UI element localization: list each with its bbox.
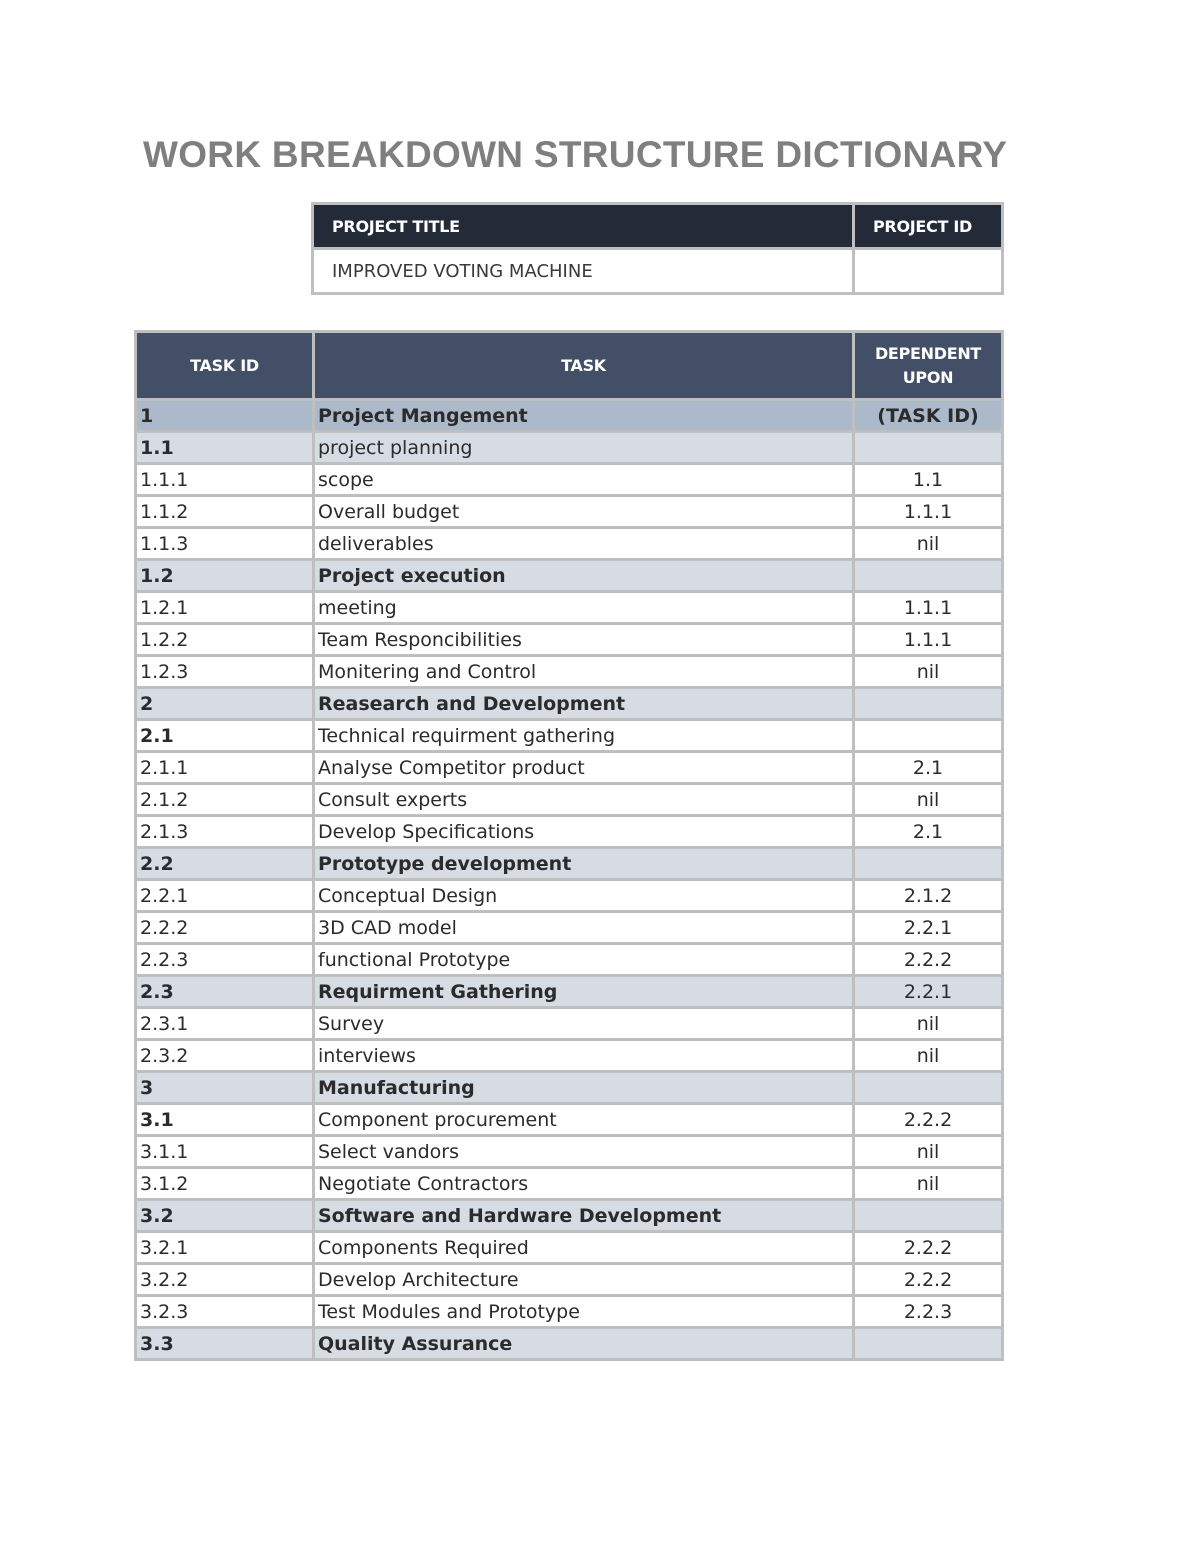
task-name-cell[interactable]: Components Required — [314, 1232, 854, 1264]
dependent-upon-cell[interactable]: nil — [854, 784, 1003, 816]
task-id-cell[interactable]: 2.1 — [136, 720, 314, 752]
task-id-header: TASK ID — [136, 332, 314, 400]
task-name-cell[interactable]: Overall budget — [314, 496, 854, 528]
dependent-upon-cell[interactable] — [854, 432, 1003, 464]
dependent-upon-cell[interactable]: 2.1 — [854, 752, 1003, 784]
dependent-upon-cell[interactable]: 1.1.1 — [854, 624, 1003, 656]
dependent-upon-cell[interactable]: 2.2.3 — [854, 1296, 1003, 1328]
task-name-cell[interactable]: 3D CAD model — [314, 912, 854, 944]
task-id-cell[interactable]: 1.1.1 — [136, 464, 314, 496]
dependent-upon-cell[interactable]: 2.1.2 — [854, 880, 1003, 912]
table-row — [136, 912, 1003, 944]
dependent-upon-cell[interactable]: 2.2.2 — [854, 944, 1003, 976]
table-row — [136, 976, 1003, 1008]
task-name-cell[interactable]: Develop Specifications — [314, 816, 854, 848]
task-id-cell[interactable]: 3.2.2 — [136, 1264, 314, 1296]
dependent-upon-cell[interactable]: nil — [854, 656, 1003, 688]
table-row — [136, 592, 1003, 624]
dependent-upon-cell[interactable]: 1.1.1 — [854, 496, 1003, 528]
task-id-cell[interactable]: 2.1.1 — [136, 752, 314, 784]
dependent-upon-cell[interactable]: nil — [854, 1040, 1003, 1072]
task-name-cell[interactable]: interviews — [314, 1040, 854, 1072]
task-name-cell[interactable]: Manufacturing — [314, 1072, 854, 1104]
task-name-cell[interactable]: Quality Assurance — [314, 1328, 854, 1360]
table-row — [136, 1328, 1003, 1360]
task-id-cell[interactable]: 1.2 — [136, 560, 314, 592]
task-id-cell[interactable]: 1.2.1 — [136, 592, 314, 624]
dependent-upon-cell[interactable] — [854, 1328, 1003, 1360]
table-row — [136, 624, 1003, 656]
dependent-upon-cell[interactable] — [854, 720, 1003, 752]
task-name-cell[interactable]: Conceptual Design — [314, 880, 854, 912]
task-name-cell[interactable]: Monitering and Control — [314, 656, 854, 688]
table-row — [136, 496, 1003, 528]
task-id-cell[interactable]: 1.2.2 — [136, 624, 314, 656]
task-name-cell[interactable]: project planning — [314, 432, 854, 464]
task-id-cell[interactable]: 1.1.3 — [136, 528, 314, 560]
table-row — [136, 1296, 1003, 1328]
task-id-cell[interactable]: 2.2.2 — [136, 912, 314, 944]
task-id-cell[interactable]: 3.2.1 — [136, 1232, 314, 1264]
task-id-cell[interactable]: 2.2.1 — [136, 880, 314, 912]
task-id-cell[interactable]: 2.1.3 — [136, 816, 314, 848]
page-title: WORK BREAKDOWN STRUCTURE DICTIONARY — [143, 134, 1008, 175]
task-name-cell[interactable]: Consult experts — [314, 784, 854, 816]
dependent-upon-cell[interactable]: 1.1 — [854, 464, 1003, 496]
dependent-upon-cell[interactable]: (TASK ID) — [854, 400, 1003, 432]
table-row — [136, 1008, 1003, 1040]
table-row — [136, 944, 1003, 976]
task-id-cell[interactable]: 3.1.1 — [136, 1136, 314, 1168]
table-row — [136, 1040, 1003, 1072]
task-id-cell[interactable]: 2.3.2 — [136, 1040, 314, 1072]
table-row — [136, 720, 1003, 752]
table-row — [136, 1200, 1003, 1232]
task-id-cell[interactable]: 3.2.3 — [136, 1296, 314, 1328]
table-row — [136, 400, 1003, 432]
task-name-cell[interactable]: Requirment Gathering — [314, 976, 854, 1008]
task-id-cell[interactable]: 3.1 — [136, 1104, 314, 1136]
dependent-upon-cell[interactable]: 2.2.2 — [854, 1232, 1003, 1264]
task-id-cell[interactable]: 1.2.3 — [136, 656, 314, 688]
task-id-cell[interactable]: 1.1.2 — [136, 496, 314, 528]
task-id-cell[interactable]: 2.1.2 — [136, 784, 314, 816]
table-row — [136, 1232, 1003, 1264]
task-name-cell[interactable]: functional Prototype — [314, 944, 854, 976]
dependent-upon-cell[interactable]: 2.2.2 — [854, 1264, 1003, 1296]
task-name-cell[interactable]: Negotiate Contractors — [314, 1168, 854, 1200]
dependent-upon-cell[interactable]: nil — [854, 1008, 1003, 1040]
dependent-upon-cell[interactable] — [854, 560, 1003, 592]
table-row — [136, 1168, 1003, 1200]
task-id-cell[interactable]: 3.2 — [136, 1200, 314, 1232]
dependent-upon-cell[interactable] — [854, 1072, 1003, 1104]
task-name-cell[interactable]: Project execution — [314, 560, 854, 592]
dependent-upon-cell[interactable]: 2.2.1 — [854, 976, 1003, 1008]
dependent-upon-cell[interactable] — [854, 848, 1003, 880]
dependent-upon-cell[interactable]: 2.2.2 — [854, 1104, 1003, 1136]
table-row — [136, 816, 1003, 848]
task-name-cell[interactable]: Test Modules and Prototype — [314, 1296, 854, 1328]
task-name-cell[interactable]: Team Responcibilities — [314, 624, 854, 656]
table-row — [136, 1072, 1003, 1104]
dependent-upon-cell[interactable] — [854, 688, 1003, 720]
dependent-upon-header-text: DEPENDENT UPON — [874, 343, 982, 387]
project-id-header: PROJECT ID — [854, 204, 1003, 249]
table-row — [136, 784, 1003, 816]
dependent-upon-header — [854, 332, 1003, 400]
task-name-cell[interactable]: Survey — [314, 1008, 854, 1040]
dependent-upon-cell[interactable]: nil — [854, 1168, 1003, 1200]
table-row — [136, 688, 1003, 720]
table-row — [136, 1136, 1003, 1168]
task-name-cell[interactable]: Project Mangement — [314, 400, 854, 432]
table-row — [136, 432, 1003, 464]
task-name-cell[interactable]: Select vandors — [314, 1136, 854, 1168]
task-name-cell[interactable]: deliverables — [314, 528, 854, 560]
task-id-cell[interactable]: 3 — [136, 1072, 314, 1104]
task-name-cell[interactable]: Component procurement — [314, 1104, 854, 1136]
project-title-value[interactable]: IMPROVED VOTING MACHINE — [313, 249, 854, 294]
table-row — [136, 880, 1003, 912]
task-id-cell[interactable]: 1.1 — [136, 432, 314, 464]
table-row — [136, 560, 1003, 592]
table-row — [136, 528, 1003, 560]
task-name-cell[interactable]: Software and Hardware Development — [314, 1200, 854, 1232]
task-id-cell[interactable]: 2.2.3 — [136, 944, 314, 976]
table-row — [136, 752, 1003, 784]
dependent-upon-cell[interactable]: nil — [854, 528, 1003, 560]
table-row — [136, 464, 1003, 496]
task-name-cell[interactable]: Develop Architecture — [314, 1264, 854, 1296]
project-info-table — [311, 202, 1004, 295]
task-id-cell[interactable]: 3.1.2 — [136, 1168, 314, 1200]
dependent-upon-cell[interactable]: 2.1 — [854, 816, 1003, 848]
task-name-cell[interactable]: Analyse Competitor product — [314, 752, 854, 784]
project-title-header: PROJECT TITLE — [313, 204, 854, 249]
table-row — [136, 1264, 1003, 1296]
wbs-table-body — [136, 400, 1003, 1360]
task-name-cell[interactable]: meeting — [314, 592, 854, 624]
task-id-cell[interactable]: 2 — [136, 688, 314, 720]
table-row — [136, 848, 1003, 880]
task-name-cell[interactable]: scope — [314, 464, 854, 496]
task-id-cell[interactable]: 2.3 — [136, 976, 314, 1008]
table-row — [136, 656, 1003, 688]
task-id-cell[interactable]: 2.3.1 — [136, 1008, 314, 1040]
table-row — [136, 1104, 1003, 1136]
project-id-value[interactable] — [854, 249, 1003, 294]
dependent-upon-cell[interactable]: 2.2.1 — [854, 912, 1003, 944]
wbs-dictionary-table — [134, 330, 1004, 1361]
task-id-cell[interactable]: 3.3 — [136, 1328, 314, 1360]
task-name-cell[interactable]: Reasearch and Development — [314, 688, 854, 720]
task-header: TASK — [314, 332, 854, 400]
task-id-cell[interactable]: 1 — [136, 400, 314, 432]
task-id-cell[interactable]: 2.2 — [136, 848, 314, 880]
dependent-upon-cell[interactable]: nil — [854, 1136, 1003, 1168]
dependent-upon-cell[interactable]: 1.1.1 — [854, 592, 1003, 624]
dependent-upon-cell[interactable] — [854, 1200, 1003, 1232]
task-name-cell[interactable]: Prototype development — [314, 848, 854, 880]
task-name-cell[interactable]: Technical requirment gathering — [314, 720, 854, 752]
